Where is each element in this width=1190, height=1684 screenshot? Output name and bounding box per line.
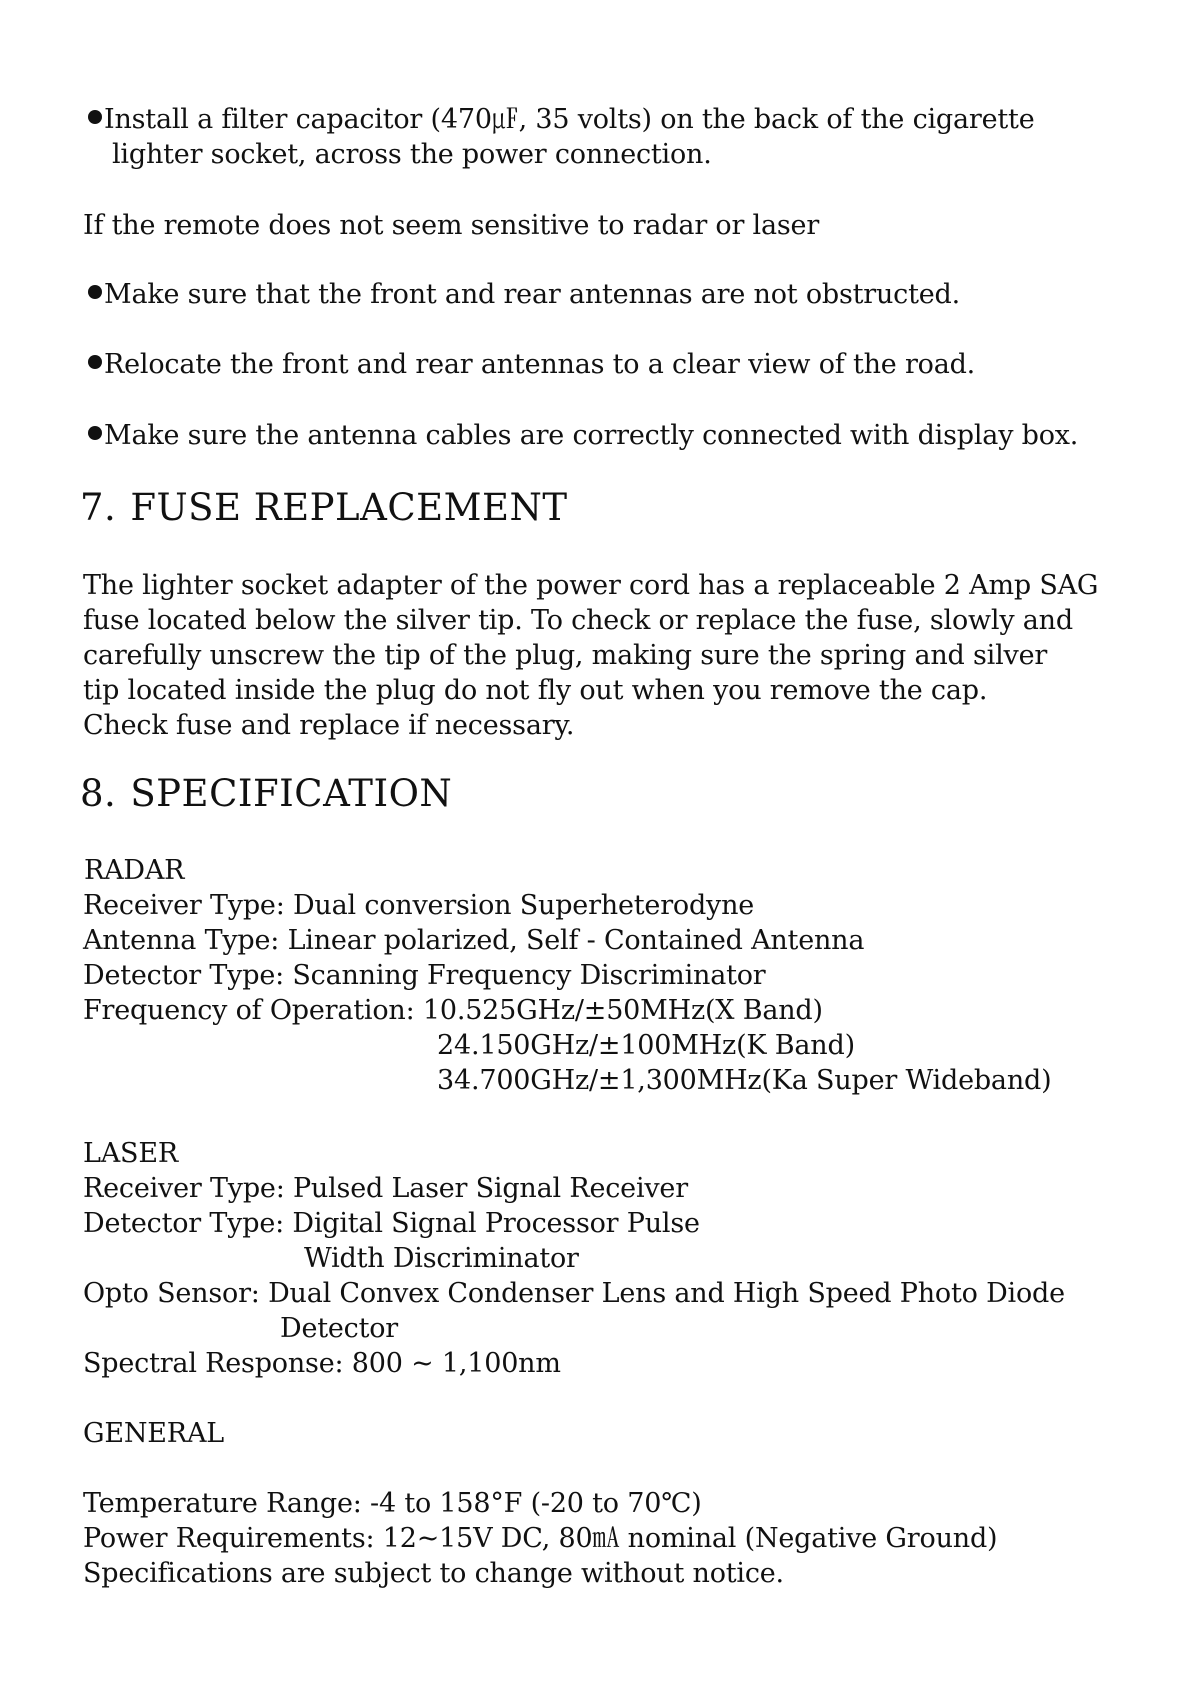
spec-radar-frequency-ka: 34.700GHz/±1,300MHz(Ka Super Wideband) [437,1065,1052,1096]
spec-general-notice: Specifications are subject to change without notice. [83,1558,784,1589]
spec-laser-spectral: Spectral Response: 800 ~ 1,100nm [83,1348,561,1379]
section-heading-specification [80,772,452,816]
spec-radar-detector: Detector Type: Scanning Frequency Discriminator [83,960,766,991]
bullet-icon [88,426,102,440]
section-heading-fuse [80,486,568,530]
fuse-paragraph-line: Check fuse and replace if necessary. [83,710,575,741]
bullet-continuation: lighter socket, across the power connection. [112,139,712,170]
section-number: 8. [80,772,117,815]
bullet-item-antenna-cables [88,418,1078,453]
fuse-paragraph-line: The lighter socket adapter of the power cord has a replaceable 2 Amp SAG [83,570,1099,601]
fuse-paragraph-line: carefully unscrew the tip of the plug, making sure the spring and silver [83,640,1048,671]
spec-general-power: Power Requirements: 12~15V DC, 80㎃ nominal (Negative Ground) [83,1523,998,1554]
fuse-paragraph-line: tip located inside the plug do not fly out when you remove the cap. [83,675,988,706]
spec-laser-opto-sensor: Opto Sensor: Dual Convex Condenser Lens and High Speed Photo Diode [83,1278,1065,1309]
spec-laser-opto-sensor-cont: Detector [280,1313,398,1344]
spec-general-temperature: Temperature Range: -4 to 158°F (-20 to 70℃) [83,1488,702,1519]
section-number: 7. [80,486,117,529]
spec-group-label-laser: LASER [83,1138,178,1169]
bullet-item-relocate-antennas [88,347,975,382]
spec-laser-receiver: Receiver Type: Pulsed Laser Signal Receiver [83,1173,688,1204]
spec-laser-detector: Detector Type: Digital Signal Processor Pulse [83,1208,700,1239]
spec-radar-frequency-k: 24.150GHz/±100MHz(K Band) [437,1030,855,1061]
fuse-paragraph-line: fuse located below the silver tip. To check or replace the fuse, slowly and [83,605,1073,636]
bullet-item-filter-capacitor [88,102,1034,137]
section-title: FUSE REPLACEMENT [130,486,568,529]
section-title: SPECIFICATION [130,772,453,815]
spec-radar-receiver: Receiver Type: Dual conversion Superheterodyne [83,890,755,921]
spec-laser-detector-cont: Width Discriminator [304,1243,579,1274]
paragraph-intro: If the remote does not seem sensitive to radar or laser [83,210,820,241]
bullet-text: Install a filter capacitor (470㎌, 35 volts) on the back of the cigarette [104,104,1035,135]
bullet-icon [88,285,102,299]
bullet-text: Make sure that the front and rear antennas are not obstructed. [104,279,960,310]
spec-group-label-general: GENERAL [83,1418,224,1449]
bullet-icon [88,355,102,369]
spec-radar-antenna: Antenna Type: Linear polarized, Self - Contained Antenna [83,925,865,956]
spec-group-label-radar: RADAR [84,855,185,886]
bullet-text: Make sure the antenna cables are correctly connected with display box. [104,420,1079,451]
bullet-item-antennas-obstructed [88,277,960,312]
spec-radar-frequency: Frequency of Operation: 10.525GHz/±50MHz(X Band) [83,995,823,1026]
bullet-icon [88,110,102,124]
bullet-text: Relocate the front and rear antennas to a clear view of the road. [104,349,976,380]
